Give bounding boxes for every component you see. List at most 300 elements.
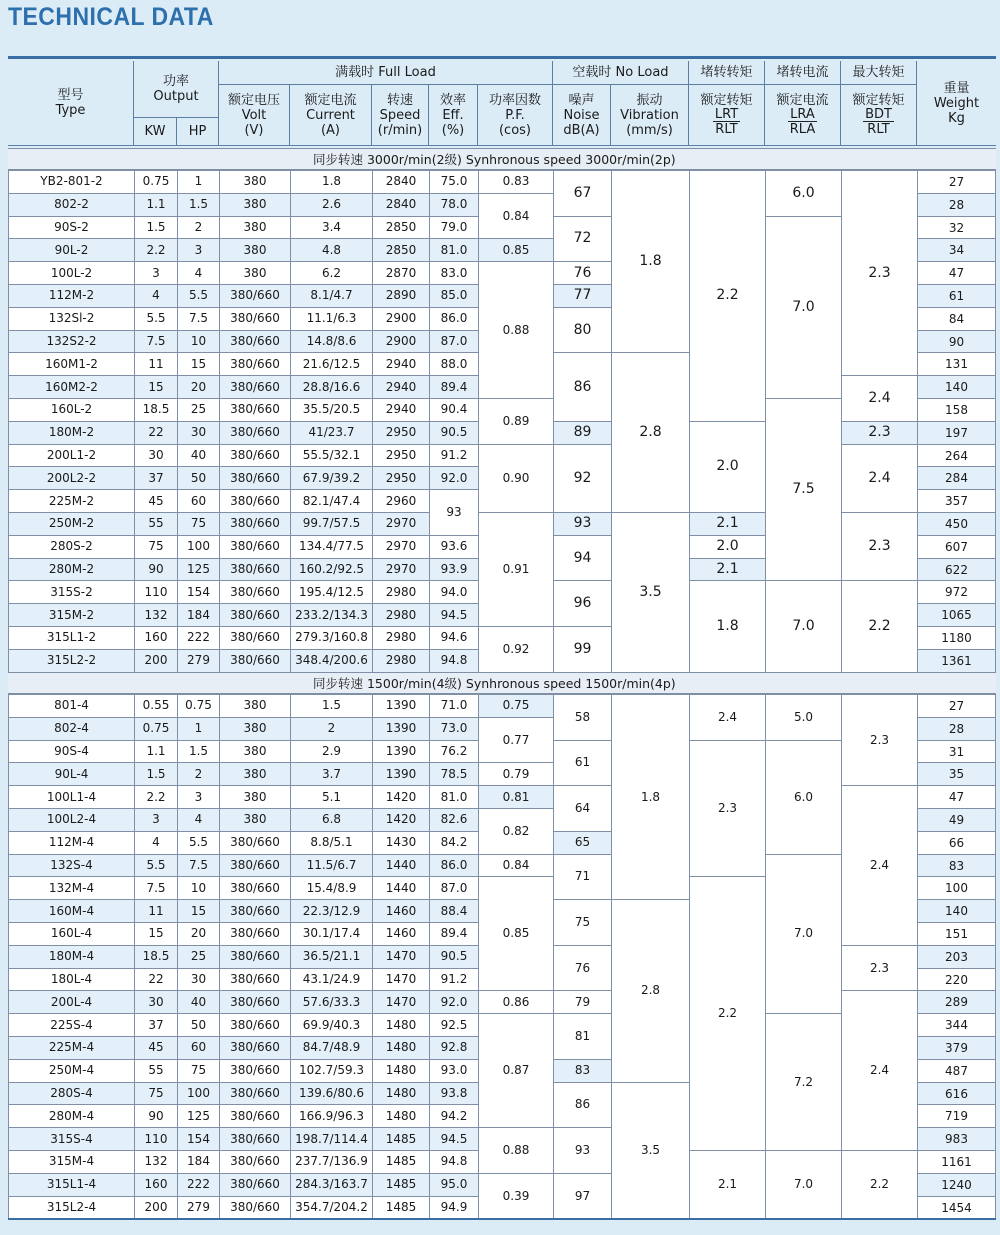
cell-speed: 1480 — [373, 1059, 430, 1082]
cell-weight: 28 — [917, 194, 996, 217]
cell-eff: 94.0 — [430, 581, 479, 604]
cell-weight: 972 — [917, 581, 996, 604]
cell-lrt: 2.1 — [690, 512, 766, 535]
cell-eff: 94.9 — [430, 1196, 479, 1219]
cell-eff: 88.4 — [430, 900, 479, 923]
cell-speed: 2850 — [373, 216, 430, 239]
cell-kw: 7.5 — [135, 330, 178, 353]
cell-speed: 1480 — [373, 1036, 430, 1059]
cell-kw: 160 — [135, 1173, 178, 1196]
cell-kw: 160 — [135, 626, 178, 649]
cell-hp: 222 — [178, 1173, 220, 1196]
cell-noise: 97 — [554, 1173, 612, 1219]
cell-hp: 5.5 — [178, 284, 220, 307]
hdr-hp: HP — [177, 118, 219, 146]
cell-hp: 60 — [178, 1036, 220, 1059]
cell-volt: 380/660 — [220, 991, 291, 1014]
cell-bdt: 2.4 — [842, 786, 918, 946]
cell-hp: 50 — [178, 1014, 220, 1037]
cell-hp: 125 — [178, 1105, 220, 1128]
table-row — [9, 854, 918, 877]
cell-hp: 0.75 — [178, 695, 220, 718]
table-4pole — [8, 694, 918, 1219]
cell-weight: 1065 — [917, 604, 996, 627]
cell-kw: 132 — [135, 604, 178, 627]
hdr-bdt — [841, 85, 917, 146]
cell-type: 160L-4 — [9, 922, 135, 945]
cell-eff: 88.0 — [430, 353, 479, 376]
cell-eff: 84.2 — [430, 831, 479, 854]
cell-speed: 2950 — [373, 421, 430, 444]
cell-speed: 2970 — [373, 535, 430, 558]
hdr-lra — [765, 85, 841, 146]
cell-current: 1.5 — [291, 695, 373, 718]
cell-lra: 7.5 — [766, 398, 842, 580]
hdr-type-en: Type — [55, 103, 86, 118]
hdr-output — [134, 61, 219, 118]
hdr-output-cn: 功率 — [162, 74, 189, 89]
cell-pf: 0.75 — [479, 695, 554, 718]
cell-volt: 380/660 — [220, 467, 291, 490]
cell-eff: 94.5 — [430, 604, 479, 627]
cell-current: 11.5/6.7 — [291, 854, 373, 877]
cell-speed: 2960 — [373, 490, 430, 513]
cell-lrt: 2.2 — [690, 877, 766, 1151]
cell-volt: 380/660 — [220, 284, 291, 307]
cell-kw: 22 — [135, 421, 178, 444]
cell-type: 112M-2 — [9, 284, 135, 307]
cell-weight: 34 — [917, 239, 996, 262]
cell-lra: 7.2 — [766, 1014, 842, 1151]
cell-speed: 2980 — [373, 649, 430, 672]
cell-weight: 379 — [917, 1037, 996, 1060]
cell-noise: 86 — [554, 353, 612, 421]
table-row — [9, 581, 918, 604]
hdr-lrt-top: 堵转转矩 — [689, 61, 765, 85]
cell-eff: 94.6 — [430, 626, 479, 649]
cell-weight: 264 — [917, 445, 996, 468]
cell-eff: 92.0 — [430, 467, 479, 490]
cell-hp: 3 — [178, 786, 220, 809]
cell-speed: 1390 — [373, 695, 430, 718]
cell-kw: 110 — [135, 581, 178, 604]
hdr-eff-en: Eff. — [442, 107, 464, 123]
hdr-weight — [917, 61, 996, 146]
hdr-speed-en: Speed — [379, 107, 421, 123]
cell-kw: 1.5 — [135, 216, 178, 239]
hdr-current-unit: (A) — [320, 122, 341, 138]
cell-type: 315S-2 — [9, 581, 135, 604]
cell-hp: 60 — [178, 490, 220, 513]
cell-volt: 380 — [220, 763, 291, 786]
cell-eff: 92.0 — [430, 991, 479, 1014]
cell-volt: 380 — [220, 216, 291, 239]
table-row — [9, 171, 918, 194]
cell-pf: 0.83 — [479, 171, 554, 194]
cell-current: 354.7/204.2 — [291, 1196, 373, 1219]
cell-hp: 5.5 — [178, 831, 220, 854]
cell-kw: 15 — [135, 376, 178, 399]
cell-eff: 87.0 — [430, 330, 479, 353]
hdr-noise-cn: 噪声 — [568, 92, 595, 108]
cell-vib: 3.5 — [612, 1082, 690, 1219]
cell-eff: 95.0 — [430, 1173, 479, 1196]
cell-current: 237.7/136.9 — [291, 1150, 373, 1173]
cell-kw: 45 — [135, 1036, 178, 1059]
cell-bdt: 2.3 — [842, 171, 918, 376]
cell-eff: 93.8 — [430, 1082, 479, 1105]
hdr-speed — [372, 85, 429, 146]
cell-vib: 1.8 — [612, 171, 690, 353]
cell-kw: 4 — [135, 284, 178, 307]
cell-current: 279.3/160.8 — [291, 626, 373, 649]
cell-weight: 32 — [917, 217, 996, 240]
cell-kw: 1.1 — [135, 193, 178, 216]
cell-type: 160M2-2 — [9, 376, 135, 399]
cell-weight: 203 — [917, 946, 996, 969]
cell-noise: 76 — [554, 945, 612, 991]
cell-noise: 96 — [554, 581, 612, 627]
hdr-weight-unit: Kg — [948, 110, 965, 126]
cell-speed: 2970 — [373, 512, 430, 535]
cell-eff: 93 — [430, 490, 479, 536]
cell-volt: 380/660 — [220, 1014, 291, 1037]
cell-bdt: 2.2 — [842, 581, 918, 672]
cell-kw: 55 — [135, 1059, 178, 1082]
cell-weight: 66 — [917, 832, 996, 855]
cell-pf: 0.85 — [479, 239, 554, 262]
cell-volt: 380 — [220, 695, 291, 718]
cell-noise: 81 — [554, 1014, 612, 1060]
cell-volt: 380/660 — [220, 922, 291, 945]
cell-type: 280M-4 — [9, 1105, 135, 1128]
cell-noise: 79 — [554, 991, 612, 1014]
cell-eff: 81.0 — [430, 239, 479, 262]
cell-current: 2 — [291, 717, 373, 740]
cell-vib: 3.5 — [612, 512, 690, 672]
cell-vib: 2.8 — [612, 900, 690, 1082]
cell-pf: 0.88 — [479, 1128, 554, 1174]
section-2pole: 同步转速 3000r/min(2级) Synhronous speed 3000r/min(2p) — [8, 148, 996, 170]
cell-eff: 92.5 — [430, 1014, 479, 1037]
table-row — [9, 740, 918, 763]
cell-eff: 94.8 — [430, 1150, 479, 1173]
cell-hp: 10 — [178, 330, 220, 353]
cell-bdt: 2.4 — [842, 376, 918, 422]
cell-type: 250M-4 — [9, 1059, 135, 1082]
cell-weight: 616 — [917, 1083, 996, 1106]
cell-type: 132S2-2 — [9, 330, 135, 353]
cell-hp: 30 — [178, 421, 220, 444]
cell-weight: 983 — [917, 1128, 996, 1151]
cell-volt: 380 — [220, 740, 291, 763]
cell-kw: 200 — [135, 1196, 178, 1219]
hdr-lrt-num: LRT — [714, 107, 739, 122]
cell-volt: 380 — [220, 786, 291, 809]
cell-eff: 75.0 — [430, 171, 479, 194]
cell-noise: 72 — [554, 216, 612, 262]
cell-pf: 0.88 — [479, 262, 554, 399]
cell-speed: 2850 — [373, 239, 430, 262]
cell-type: 100L2-4 — [9, 808, 135, 831]
cell-volt: 380/660 — [220, 1128, 291, 1151]
cell-eff: 71.0 — [430, 695, 479, 718]
cell-type: 802-4 — [9, 717, 135, 740]
cell-speed: 1470 — [373, 945, 430, 968]
cell-lra: 7.0 — [766, 581, 842, 672]
cell-weight: 49 — [917, 809, 996, 832]
cell-type: 801-4 — [9, 695, 135, 718]
cell-kw: 0.75 — [135, 171, 178, 194]
cell-type: 250M-2 — [9, 512, 135, 535]
cell-noise: 83 — [554, 1059, 612, 1082]
cell-current: 160.2/92.5 — [291, 558, 373, 581]
cell-type: 280S-2 — [9, 535, 135, 558]
cell-bdt: 2.3 — [842, 695, 918, 786]
cell-current: 82.1/47.4 — [291, 490, 373, 513]
cell-pf: 0.82 — [479, 808, 554, 854]
cell-bdt: 2.3 — [842, 421, 918, 444]
cell-type: 315L1-4 — [9, 1173, 135, 1196]
cell-hp: 1 — [178, 171, 220, 194]
cell-weight: 344 — [917, 1014, 996, 1037]
cell-lra: 5.0 — [766, 695, 842, 741]
cell-current: 28.8/16.6 — [291, 376, 373, 399]
cell-weight: 90 — [917, 331, 996, 354]
cell-speed: 2980 — [373, 604, 430, 627]
cell-weight: 140 — [917, 900, 996, 923]
cell-eff: 79.0 — [430, 216, 479, 239]
cell-noise: 64 — [554, 786, 612, 832]
cell-hp: 3 — [178, 239, 220, 262]
cell-type: 315L2-2 — [9, 649, 135, 672]
cell-noise: 77 — [554, 284, 612, 307]
hdr-output-en: Output — [153, 89, 199, 104]
cell-eff: 81.0 — [430, 786, 479, 809]
cell-lrt: 2.0 — [690, 535, 766, 558]
hdr-volt-cn: 额定电压 — [227, 92, 280, 108]
hdr-speed-cn: 转速 — [386, 92, 413, 108]
cell-hp: 25 — [178, 945, 220, 968]
cell-speed: 1480 — [373, 1082, 430, 1105]
cell-weight: 1161 — [917, 1151, 996, 1174]
cell-noise: 93 — [554, 1128, 612, 1174]
cell-pf: 0.84 — [479, 854, 554, 877]
cell-type: 132Sl-2 — [9, 307, 135, 330]
hdr-pf-cn: 功率因数 — [488, 92, 541, 108]
cell-type: 200L1-2 — [9, 444, 135, 467]
cell-type: 315M-4 — [9, 1150, 135, 1173]
cell-kw: 55 — [135, 512, 178, 535]
cell-current: 195.4/12.5 — [291, 581, 373, 604]
cell-lrt: 2.2 — [690, 171, 766, 422]
hdr-vib-unit: (mm/s) — [626, 122, 673, 138]
cell-eff: 87.0 — [430, 877, 479, 900]
hdr-vib-cn: 振动 — [636, 92, 663, 108]
cell-lra: 7.0 — [766, 854, 842, 1014]
cell-current: 55.5/32.1 — [291, 444, 373, 467]
cell-volt: 380/660 — [220, 831, 291, 854]
cell-eff: 83.0 — [430, 262, 479, 285]
hdr-bdt-cn: 额定转矩 — [852, 93, 905, 108]
cell-volt: 380 — [220, 239, 291, 262]
cell-pf: 0.90 — [479, 444, 554, 512]
hdr-lra-top: 堵转电流 — [765, 61, 841, 85]
cell-current: 139.6/80.6 — [291, 1082, 373, 1105]
cell-type: 160M1-2 — [9, 353, 135, 376]
cell-hp: 15 — [178, 900, 220, 923]
cell-lra: 7.0 — [766, 216, 842, 398]
cell-eff: 94.8 — [430, 649, 479, 672]
cell-eff: 78.5 — [430, 763, 479, 786]
cell-current: 15.4/8.9 — [291, 877, 373, 900]
cell-type: 315S-4 — [9, 1128, 135, 1151]
cell-kw: 132 — [135, 1150, 178, 1173]
cell-pf: 0.86 — [479, 991, 554, 1014]
hdr-volt-unit: (V) — [244, 122, 264, 138]
cell-speed: 2950 — [373, 467, 430, 490]
cell-eff: 82.6 — [430, 808, 479, 831]
cell-kw: 45 — [135, 490, 178, 513]
cell-current: 4.8 — [291, 239, 373, 262]
cell-type: 90L-2 — [9, 239, 135, 262]
cell-type: 90S-4 — [9, 740, 135, 763]
cell-speed: 1430 — [373, 831, 430, 854]
cell-noise: 89 — [554, 421, 612, 444]
cell-pf: 0.92 — [479, 626, 554, 672]
cell-hp: 4 — [178, 262, 220, 285]
hdr-no-load: 空载时 No Load — [553, 61, 689, 85]
cell-eff: 91.2 — [430, 968, 479, 991]
cell-hp: 7.5 — [178, 307, 220, 330]
cell-volt: 380/660 — [220, 353, 291, 376]
cell-hp: 25 — [178, 398, 220, 421]
hdr-lra-num: LRA — [790, 107, 815, 122]
cell-speed: 1390 — [373, 740, 430, 763]
cell-volt: 380 — [220, 262, 291, 285]
cell-weight: 284 — [917, 467, 996, 490]
top-rule — [8, 56, 996, 59]
cell-hp: 7.5 — [178, 854, 220, 877]
cell-pf: 0.79 — [479, 763, 554, 786]
cell-eff: 94.2 — [430, 1105, 479, 1128]
cell-current: 41/23.7 — [291, 421, 373, 444]
cell-speed: 1470 — [373, 968, 430, 991]
cell-type: 315L1-2 — [9, 626, 135, 649]
cell-type: 225M-4 — [9, 1036, 135, 1059]
cell-lrt: 1.8 — [690, 581, 766, 672]
cell-noise: 65 — [554, 831, 612, 854]
cell-noise: 99 — [554, 626, 612, 672]
cell-speed: 1470 — [373, 991, 430, 1014]
hdr-vib-en: Vibration — [620, 107, 679, 123]
cell-speed: 2870 — [373, 262, 430, 285]
cell-current: 1.8 — [291, 171, 373, 194]
cell-current: 35.5/20.5 — [291, 398, 373, 421]
hdr-weight-cn: 重量 — [943, 80, 970, 96]
table-row — [9, 1150, 918, 1173]
cell-noise: 76 — [554, 262, 612, 285]
cell-hp: 100 — [178, 535, 220, 558]
cell-current: 2.6 — [291, 193, 373, 216]
cell-hp: 1.5 — [178, 193, 220, 216]
cell-type: 200L-4 — [9, 991, 135, 1014]
hdr-eff-unit: (%) — [441, 122, 465, 138]
cell-speed: 1485 — [373, 1173, 430, 1196]
cell-kw: 75 — [135, 1082, 178, 1105]
cell-kw: 5.5 — [135, 854, 178, 877]
cell-pf: 0.89 — [479, 398, 554, 444]
hdr-full-load: 满载时 Full Load — [219, 61, 553, 85]
cell-speed: 1390 — [373, 763, 430, 786]
cell-current: 6.8 — [291, 808, 373, 831]
cell-volt: 380/660 — [220, 581, 291, 604]
cell-hp: 10 — [178, 877, 220, 900]
cell-current: 198.7/114.4 — [291, 1128, 373, 1151]
hdr-current-cn: 额定电流 — [304, 92, 357, 108]
cell-hp: 2 — [178, 216, 220, 239]
cell-weight: 607 — [917, 536, 996, 559]
cell-eff: 89.4 — [430, 922, 479, 945]
cell-type: 280S-4 — [9, 1082, 135, 1105]
hdr-pf — [478, 85, 553, 146]
cell-hp: 75 — [178, 1059, 220, 1082]
cell-speed: 2980 — [373, 581, 430, 604]
cell-eff: 93.6 — [430, 535, 479, 558]
cell-eff: 78.0 — [430, 193, 479, 216]
cell-hp: 184 — [178, 604, 220, 627]
cell-speed: 2890 — [373, 284, 430, 307]
cell-speed: 1460 — [373, 922, 430, 945]
cell-weight: 61 — [917, 285, 996, 308]
cell-current: 166.9/96.3 — [291, 1105, 373, 1128]
cell-speed: 2950 — [373, 444, 430, 467]
cell-type: 160M-4 — [9, 900, 135, 923]
cell-type: 132M-4 — [9, 877, 135, 900]
cell-current: 284.3/163.7 — [291, 1173, 373, 1196]
cell-pf: 0.77 — [479, 717, 554, 763]
cell-volt: 380/660 — [220, 512, 291, 535]
hdr-current — [290, 85, 372, 146]
cell-current: 21.6/12.5 — [291, 353, 373, 376]
cell-volt: 380/660 — [220, 1196, 291, 1219]
cell-hp: 40 — [178, 444, 220, 467]
cell-speed: 2840 — [373, 171, 430, 194]
cell-weight: 450 — [917, 513, 996, 536]
table-2pole — [8, 170, 918, 673]
cell-weight: 31 — [917, 741, 996, 764]
hdr-noise — [553, 85, 611, 146]
cell-speed: 1460 — [373, 900, 430, 923]
cell-weight: 100 — [917, 877, 996, 900]
cell-volt: 380 — [220, 808, 291, 831]
cell-lrt: 2.1 — [690, 558, 766, 581]
cell-volt: 380/660 — [220, 604, 291, 627]
cell-speed: 2940 — [373, 353, 430, 376]
cell-lrt: 2.1 — [690, 1150, 766, 1218]
cell-type: 180M-2 — [9, 421, 135, 444]
table-row — [9, 398, 918, 421]
cell-pf: 0.39 — [479, 1173, 554, 1219]
hdr-lra-cn: 额定电流 — [776, 93, 829, 108]
cell-hp: 279 — [178, 649, 220, 672]
hdr-pf-unit: (cos) — [498, 122, 532, 138]
cell-speed: 2840 — [373, 193, 430, 216]
cell-volt: 380/660 — [220, 398, 291, 421]
cell-eff: 76.2 — [430, 740, 479, 763]
cell-current: 30.1/17.4 — [291, 922, 373, 945]
cell-type: 90S-2 — [9, 216, 135, 239]
